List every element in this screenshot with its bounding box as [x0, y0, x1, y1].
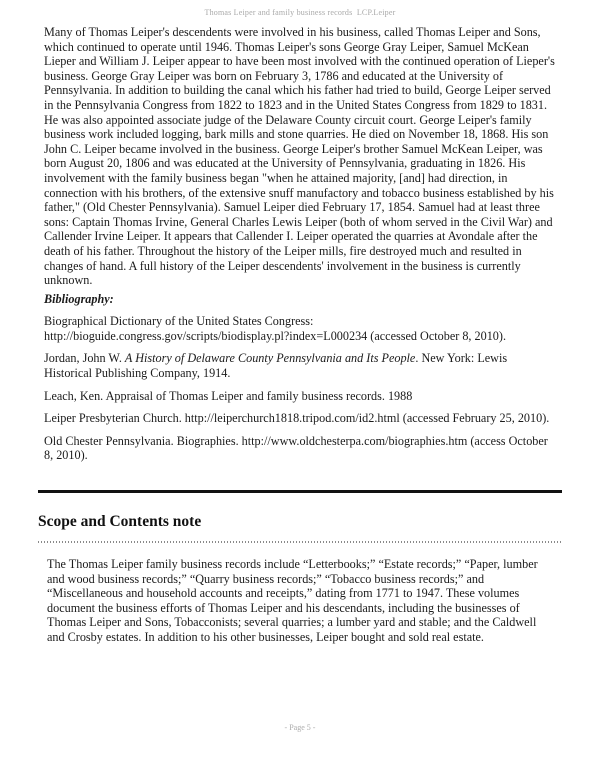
bibliography-entry: Biographical Dictionary of the United States Congress: http://bioguide.congress.gov/scripts/biodisplay.pl?index=L000234 (accessed October 8, 2010).: [44, 314, 507, 343]
bibliography-entry-book-title: A History of Delaware County Pennsylvania and Its People: [124, 351, 416, 366]
biographical-note-paragraph: Many of Thomas Leiper's descendents were involved in his business, called Thomas Leiper and Sons, which continued to operate until 1946. Thomas Leiper's sons George Gray Leiper, Samuel McKean Lieper and William J. Leiper appear to have been most involved with the continued operation of Lieper's business. George Gray Leiper was born on February 3, 1786 and educated at the University of Pennsylvania. In addition to building the canal which his father had tried to build, George Leiper served in the Pennsylvania Congress from 1822 to 1823 and in the United States Congress from 1829 to 1831. He was also appointed associate judge of the Delaware County circuit court. George Leiper's family business work included logging, bark mills and stone quarries. He died on November 18, 1868. His son John C. Leiper became involved in the business. George Leiper's brother Samuel McKean Leiper, was born August 20, 1806 and was educated at the University of Pennsylvania, graduating in 1826. His involvement with the family business began "when he attained majority, [and] had direction, in connection with his brothers, of the extensive snuff manufactory and tobacco business established by his father," (Old Chester Pennsylvania). Samuel Leiper died February 17, 1854. Samuel had at least three sons: Captain Thomas Irvine, General Charles Lewis Leiper (both of whom served in the Civil War) and Callender Irvine Leiper. It appears that Callender I. Leiper operated the quarries at Avondale after the death of his father. Throughout the history of the Leiper mills, fire destroyed much and resulted in changes of hand. A full history of the Leiper descendents' involvement in the business is currently unknown.: [44, 25, 555, 288]
bibliography-heading: Bibliography:: [44, 291, 114, 306]
dotted-rule: [38, 541, 562, 543]
bibliography-entry: Leach, Ken. Appraisal of Thomas Leiper and family business records. 1988: [44, 388, 413, 403]
bibliography-entry-author: Jordan, John W.: [44, 351, 125, 366]
bibliography-entry: Leiper Presbyterian Church. http://leiperchurch1818.tripod.com/id2.html (accessed February 25, 2010).: [44, 411, 550, 426]
scope-and-contents-heading: Scope and Contents note: [38, 513, 202, 531]
bibliography-entry-publisher: . New York: Lewis Historical Publishing Company, 1914.: [44, 351, 508, 381]
page-number-footer: - Page 5 -: [284, 723, 316, 732]
scope-and-contents-paragraph: The Thomas Leiper family business records include “Letterbooks;” “Estate records;” “Paper, lumber and wood business records;” “Quarry business records;” “Tobacco business records;” and “Miscellaneous and household accounts and receipts,” dating from 1771 to 1947. These volumes document the business efforts of Thomas Leiper and his descendants, including the businesses of Thomas Leiper and Sons, Tobacconists; several quarries; a lumber yard and stable; and the Caldwell and Crosby estates. In addition to his other businesses, Leiper bought and sold real estate.: [47, 557, 538, 644]
running-header: Thomas Leiper and family business records LCP.Leiper: [204, 8, 396, 17]
section-divider-rule: [38, 490, 562, 493]
bibliography-entry: [44, 351, 556, 380]
bibliography-entry: Old Chester Pennsylvania. Biographies. http://www.oldchesterpa.com/biographies.htm (access October 8, 2010).: [44, 433, 548, 463]
